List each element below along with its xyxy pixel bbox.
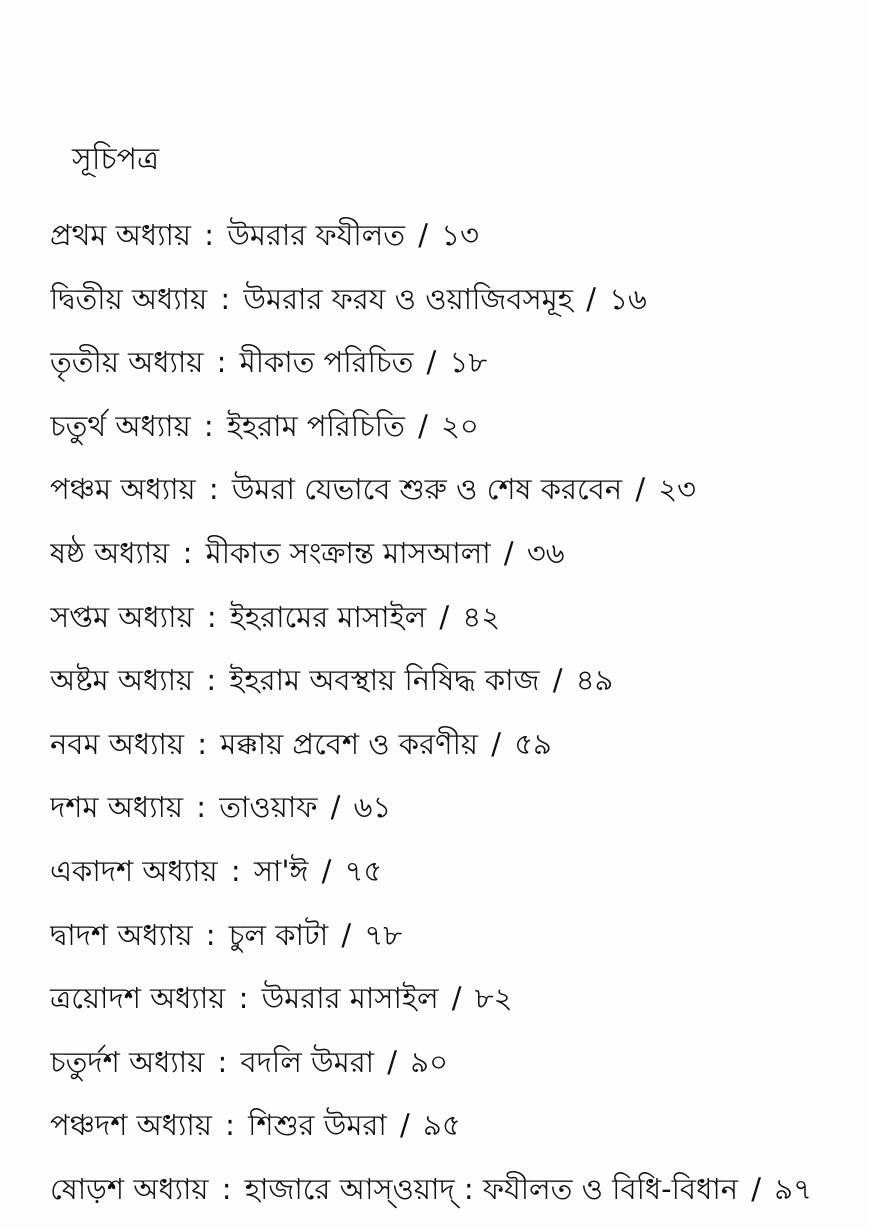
colon-separator: : [203, 408, 214, 443]
slash-separator: / [503, 535, 514, 570]
toc-entry [50, 401, 860, 465]
chapter-label: একাদশ অধ্যায় [50, 853, 218, 888]
chapter-label: অষ্টম অধ্যায় [50, 663, 194, 698]
colon-separator: : [220, 281, 231, 316]
chapter-topic: শিশুর উমরা [248, 1108, 387, 1143]
chapter-label: সপ্তম অধ্যায় [50, 599, 194, 634]
colon-separator: : [196, 790, 206, 825]
slash-separator: / [387, 1044, 398, 1079]
slash-separator: / [400, 1108, 410, 1143]
slash-separator: / [341, 917, 352, 952]
colon-separator: : [230, 853, 241, 888]
colon-separator: : [182, 535, 193, 570]
chapter-label: ত্রয়োদশ অধ্যায় [50, 981, 226, 1016]
chapter-topic: হাজারে আস্‌ওয়াদ্‌ : ফযীলত ও বিধি-বিধান [244, 1171, 739, 1206]
chapter-topic: উমরা যেভাবে শুরু ও শেষ করবেন [231, 472, 623, 507]
toc-entry [50, 719, 860, 783]
page-number: ৪৯ [575, 663, 614, 698]
page-number: ১৩ [441, 218, 479, 252]
toc-entry [50, 592, 860, 656]
chapter-topic: উমরার ফযীলত [227, 218, 406, 252]
toc-entry [50, 973, 860, 1037]
chapter-topic: ইহরাম পরিচিতি [226, 408, 405, 443]
slash-separator: / [330, 790, 341, 825]
chapter-label: চতুর্দশ অধ্যায় [50, 1044, 205, 1079]
colon-separator: : [206, 599, 217, 634]
chapter-label: প্রথম অধ্যায় [50, 218, 192, 252]
toc-entry [50, 464, 860, 528]
page-number: ৮২ [474, 981, 513, 1016]
toc-list [50, 210, 860, 1228]
colon-separator: : [204, 218, 215, 252]
chapter-topic: ইহরাম অবস্থায় নিষিদ্ধ কাজ [229, 663, 540, 698]
page-number: ৭৮ [364, 917, 403, 952]
slash-separator: / [321, 853, 332, 888]
slash-separator: / [552, 663, 563, 698]
chapter-label: পঞ্চদশ অধ্যায় [50, 1108, 212, 1143]
page-number: ৯০ [410, 1044, 448, 1079]
chapter-label: তৃতীয় অধ্যায় [50, 345, 204, 380]
colon-separator: : [208, 472, 219, 507]
slash-separator: / [451, 981, 462, 1016]
toc-entry [50, 1164, 860, 1228]
chapter-topic: তাওয়াফ [219, 790, 318, 825]
chapter-topic: উমরার মাসাইল [261, 981, 439, 1016]
toc-entry [50, 528, 860, 592]
page-number: ১৬ [609, 281, 647, 316]
page-number: ২৩ [658, 472, 697, 507]
page-number: ৩৬ [526, 535, 565, 570]
colon-separator: : [206, 663, 217, 698]
colon-separator: : [238, 981, 249, 1016]
colon-separator: : [205, 917, 216, 952]
page-number: ২০ [441, 408, 479, 443]
slash-separator: / [751, 1171, 762, 1206]
colon-separator: : [217, 1044, 228, 1079]
page-title: সূচিপত্র [72, 142, 159, 177]
page-number: ৪২ [462, 599, 501, 634]
page-number: ৫৯ [514, 726, 552, 761]
chapter-topic: উমরার ফরয ও ওয়াজিবসমূহ [243, 281, 573, 316]
page-number: ৯৭ [774, 1171, 812, 1206]
toc-entry [50, 910, 860, 974]
chapter-label: দশম অধ্যায় [50, 790, 183, 825]
slash-separator: / [418, 408, 428, 443]
chapter-topic: সা'ঈ [253, 853, 309, 888]
chapter-topic: মক্কায় প্রবেশ ও করণীয় [220, 726, 478, 761]
chapter-label: দ্বিতীয় অধ্যায় [50, 281, 208, 316]
slash-separator: / [635, 472, 646, 507]
toc-entry [50, 274, 860, 338]
chapter-label: দ্বাদশ অধ্যায় [50, 917, 193, 952]
page-number: ৬১ [353, 790, 392, 825]
slash-separator: / [491, 726, 501, 761]
colon-separator: : [225, 1108, 235, 1143]
chapter-label: চতুর্থ অধ্যায় [50, 408, 191, 443]
slash-separator: / [418, 218, 429, 252]
chapter-topic: চুল কাটা [228, 917, 329, 952]
slash-separator: / [586, 281, 596, 316]
slash-separator: / [439, 599, 450, 634]
chapter-topic: মীকাত সংক্রান্ত মাসআলা [205, 535, 491, 570]
page-number: ১৮ [449, 345, 488, 380]
slash-separator: / [426, 345, 437, 380]
chapter-topic: বদলি উমরা [240, 1044, 375, 1079]
chapter-topic: মীকাত পরিচিত [239, 345, 414, 380]
page-number: ৯৫ [423, 1108, 461, 1143]
colon-separator: : [197, 726, 208, 761]
colon-separator: : [221, 1171, 232, 1206]
toc-entry [50, 210, 860, 274]
toc-entry [50, 655, 860, 719]
colon-separator: : [216, 345, 227, 380]
chapter-label: পঞ্চম অধ্যায় [50, 472, 196, 507]
page-number: ৭৫ [344, 853, 383, 888]
chapter-label: ষষ্ঠ অধ্যায় [50, 535, 170, 570]
toc-entry [50, 1100, 860, 1164]
chapter-label: নবম অধ্যায় [50, 726, 185, 761]
toc-entry [50, 782, 860, 846]
toc-entry [50, 846, 860, 910]
chapter-topic: ইহরামের মাসাইল [229, 599, 427, 634]
toc-entry [50, 1037, 860, 1101]
toc-entry [50, 337, 860, 401]
chapter-label: ষোড়শ অধ্যায় [50, 1171, 209, 1206]
